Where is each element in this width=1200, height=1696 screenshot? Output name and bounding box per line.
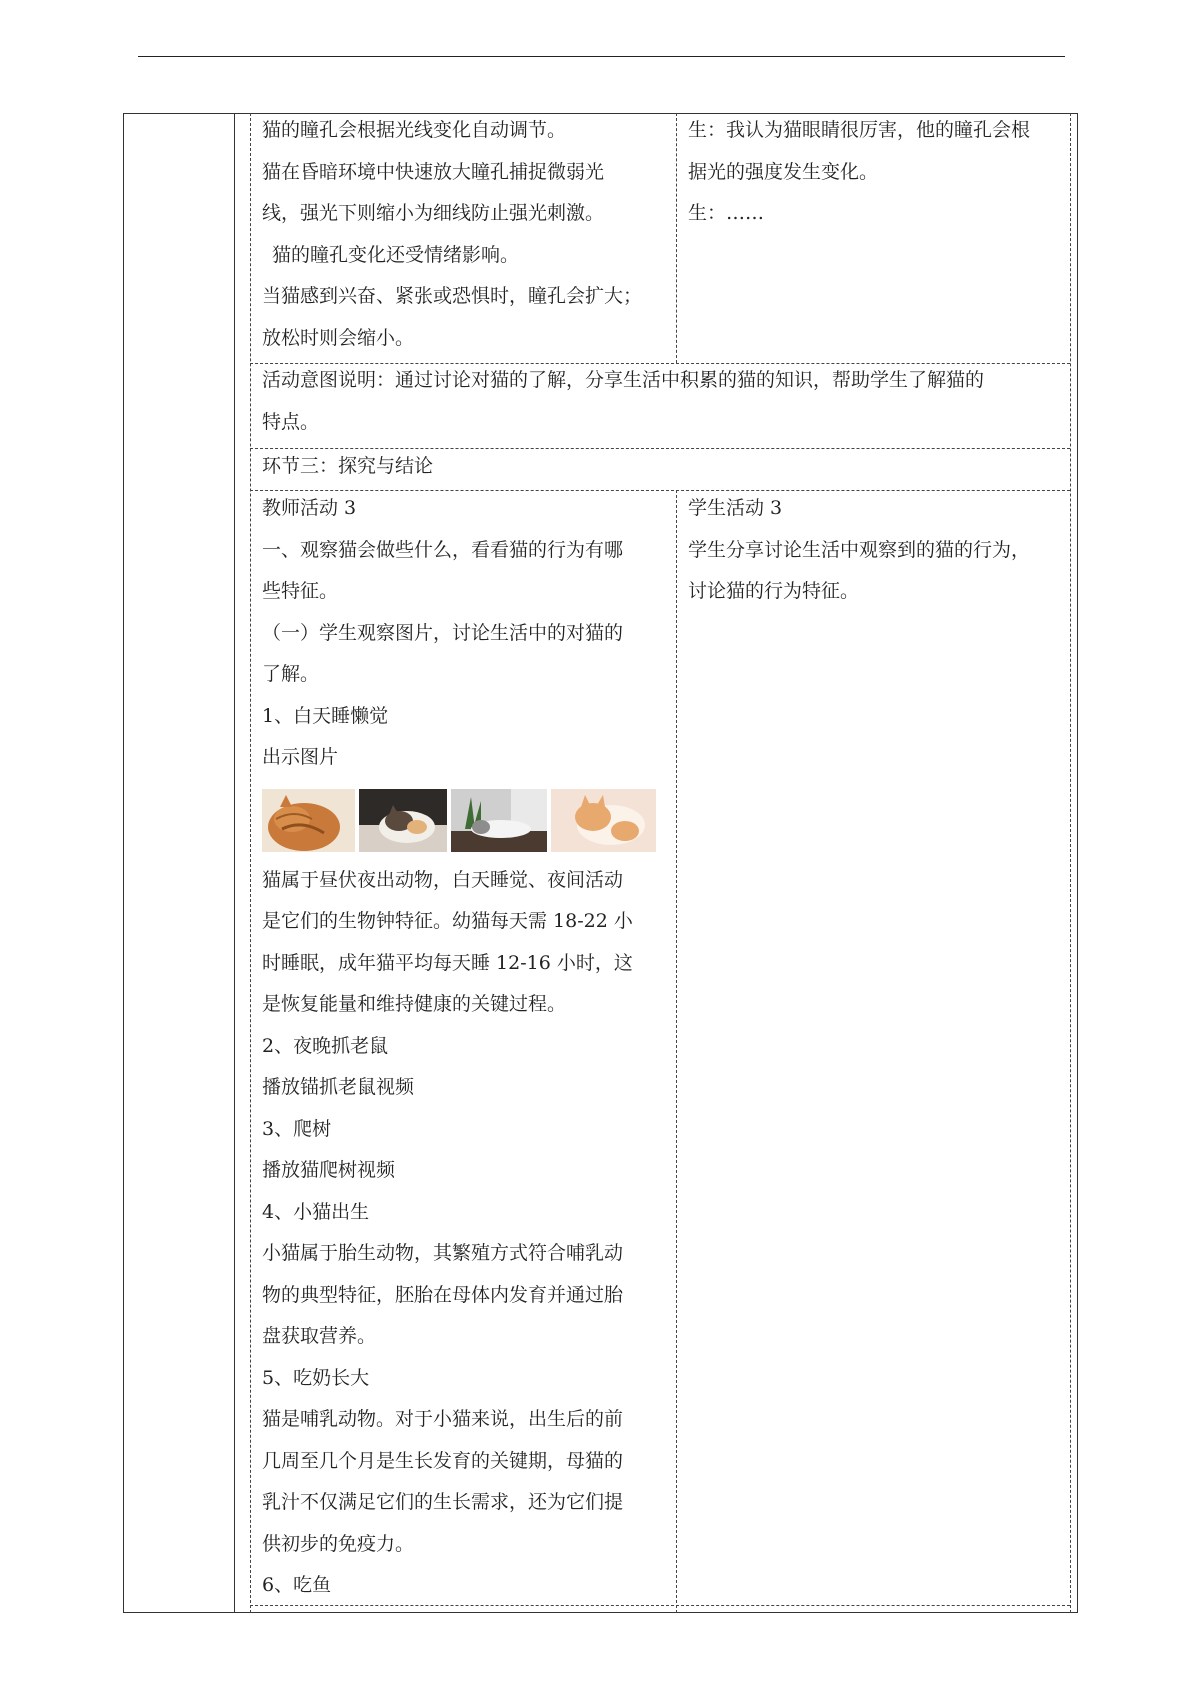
cat-photo — [262, 789, 355, 852]
column-divider-bottom — [676, 490, 677, 1613]
text-line: 特点。 — [262, 410, 320, 433]
text-line: （一）学生观察图片，讨论生活中的对猫的 — [262, 621, 624, 644]
text-line: 猫的瞳孔变化还受情绪影响。 — [272, 243, 520, 266]
text-line: 出示图片 — [262, 746, 339, 768]
text-line: 猫是哺乳动物。对于小猫来说，出生后的前 — [262, 1408, 624, 1430]
cat-photo-strip — [262, 789, 670, 852]
text-line: 一、观察猫会做些什么，看看猫的行为有哪 — [262, 538, 624, 561]
text-line: 生：我认为猫眼睛很厉害，他的瞳孔会根 — [688, 119, 1031, 141]
text-line: 盘获取营养。 — [262, 1325, 377, 1347]
header-rule — [138, 56, 1065, 57]
text-line: 学生分享讨论生活中观察到的猫的行为， — [688, 538, 1031, 561]
cat-photo — [451, 789, 547, 852]
table-column-rule — [234, 113, 235, 1613]
text-line: 物的典型特征，胚胎在母体内发育并通过胎 — [262, 1283, 624, 1306]
top-left-cell — [262, 110, 670, 359]
text-line: 播放锚抓老鼠视频 — [262, 1076, 415, 1098]
text-line: 是它们的生物钟特征。幼猫每天需 18-22 小 — [262, 910, 633, 932]
text-line: 猫的瞳孔会根据光线变化自动调节。 — [262, 119, 567, 141]
item-title: 5、吃奶长大 — [262, 1366, 370, 1389]
cat-photo — [359, 789, 447, 852]
item-title: 6、吃鱼 — [262, 1574, 332, 1596]
teacher-activity-cell — [262, 488, 670, 1607]
item-title: 4、小猫出生 — [262, 1200, 370, 1223]
text-line: 乳汁不仅满足它们的生长需求，还为它们提 — [262, 1491, 624, 1513]
student-activity-cell — [688, 488, 1066, 613]
item-title: 3、爬树 — [262, 1117, 332, 1140]
text-line: 线，强光下则缩小为细线防止强光刺激。 — [262, 202, 605, 224]
inner-left-border — [250, 113, 251, 1613]
activity-intent — [262, 360, 1068, 443]
text-line: 供初步的免疫力。 — [262, 1532, 415, 1555]
teacher-activity-heading: 教师活动 3 — [262, 497, 357, 519]
text-line: 时睡眠，成年猫平均每天睡 12-16 小时，这 — [262, 951, 633, 974]
text-line: 猫属于昼伏夜出动物，白天睡觉、夜间活动 — [262, 868, 624, 891]
text-line: 生：…… — [688, 202, 765, 224]
item-title: 2、夜晚抓老鼠 — [262, 1034, 389, 1057]
text-line: 几周至几个月是生长发育的关键期，母猫的 — [262, 1449, 624, 1472]
cat-photo — [551, 789, 656, 852]
text-line: 猫在昏暗环境中快速放大瞳孔捕捉微弱光 — [262, 160, 605, 183]
text-line: 放松时则会缩小。 — [262, 326, 415, 349]
inner-right-border — [1070, 113, 1071, 1613]
text-line: 些特征。 — [262, 580, 339, 602]
text-line: 据光的强度发生变化。 — [688, 160, 879, 183]
section-title-text: 环节三：探究与结论 — [262, 455, 434, 477]
student-activity-heading: 学生活动 3 — [688, 497, 783, 519]
text-line: 播放猫爬树视频 — [262, 1159, 396, 1181]
text-line: 讨论猫的行为特征。 — [688, 580, 860, 602]
item-title: 1、白天睡懒觉 — [262, 704, 389, 727]
top-right-cell — [688, 110, 1066, 235]
text-line: 是恢复能量和维持健康的关键过程。 — [262, 993, 567, 1015]
text-line: 活动意图说明：通过讨论对猫的了解，分享生活中积累的猫的知识，帮助学生了解猫的 — [262, 369, 985, 391]
column-divider-top — [676, 113, 677, 363]
text-line: 当猫感到兴奋、紧张或恐惧时，瞳孔会扩大； — [262, 285, 643, 307]
section-title — [262, 446, 1068, 488]
text-line: 了解。 — [262, 663, 320, 685]
text-line: 小猫属于胎生动物，其繁殖方式符合哺乳动 — [262, 1242, 624, 1264]
